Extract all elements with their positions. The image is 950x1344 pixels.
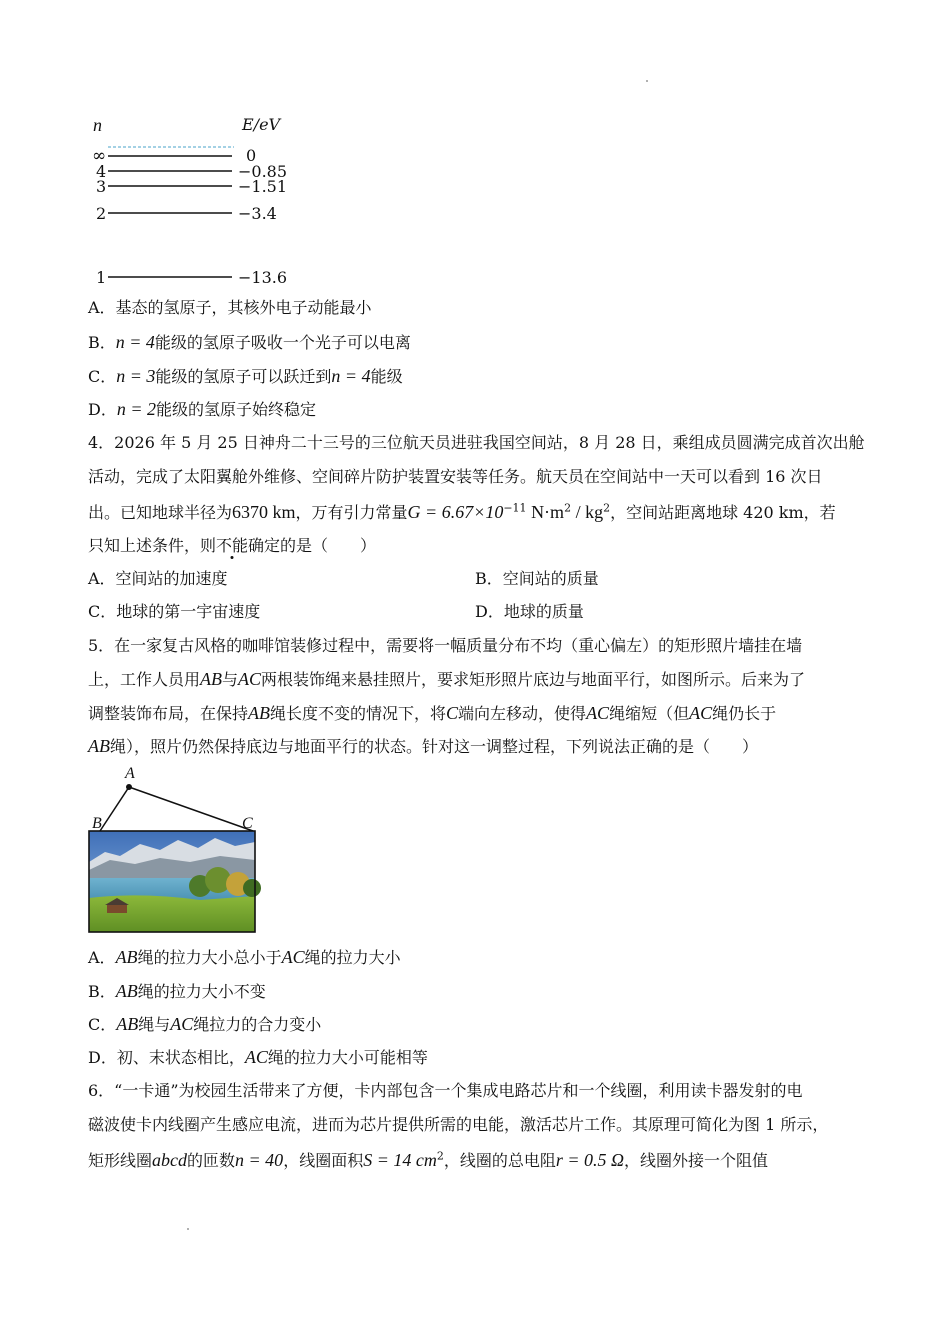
q5-text: 绳长度不变的情况下，将 [270,704,447,723]
coil-abcd: abcd [152,1150,188,1170]
q5-line-2 [88,668,805,691]
math-n: n = 2 [116,399,156,419]
q5-text: 与 [222,670,239,689]
q5-text: 端向左移动，使得 [458,704,587,723]
q6-text: ，线圈面积 [283,1151,364,1170]
q3-option-b [88,331,411,354]
figure-label-c: C [242,815,253,832]
q5-text: 绳缩短（但 [609,704,690,723]
option-text: 能级的氢原子吸收一个光子可以电离 [154,333,411,352]
level-n-2: 2 [96,204,107,223]
option-prefix: D．初、末状态相比， [88,1048,245,1067]
resistance-r: r = 0.5 Ω [555,1150,625,1170]
option-text: 绳的拉力大小可能相等 [267,1048,428,1067]
rope-ab-line [100,787,129,831]
landscape-photo [89,831,261,932]
rope-ab: AB [115,981,138,1001]
q4-option-b: B．空间站的质量 [475,569,599,588]
n-axis-label: n [93,115,102,135]
q4-option-c: C．地球的第一宇宙速度 [88,602,261,621]
q5-option-b [88,980,266,1003]
q4-text: ，万有引力常量 [295,503,408,522]
energy-level-lines [0,0,950,300]
q5-text: 调整装饰布局，在保持 [88,704,249,723]
rope-ac: AC [586,703,610,723]
q5-text: 上，工作人员用 [88,670,201,689]
rope-ac: AC [281,947,305,967]
unit: / kg [571,502,604,522]
energy-axis-label-text: E/eV [242,115,281,134]
option-text: 绳的拉力大小总小于 [137,948,282,967]
earth-radius: 6370 km [232,502,296,522]
option-text: 能级的氢原子可以跃迁到 [155,367,332,386]
q5-text: 两根装饰绳来悬挂照片，要求矩形照片底边与地面平行，如图所示。后来为了 [261,670,806,689]
figure-label-b: B [92,815,102,832]
q6-line-2: 磁波使卡内线圈产生感应电流，进而为芯片提供所需的电能，激活芯片工作。其原理可简化为图 1 所示， [88,1115,829,1134]
q4-text: 确定的是（ ） [248,536,377,555]
q5-line-4 [88,735,758,758]
option-prefix: B． [88,333,116,352]
level-energy-4: −0.85 [238,162,288,181]
exponent: 2 [436,1149,444,1163]
q3-option-d [88,398,316,421]
level-n-3: 3 [96,177,107,196]
level-energy-3: −1.51 [238,177,288,196]
q5-text: 绳仍长于 [712,704,777,723]
q4-text: 出。已知地球半径为 [88,503,233,522]
option-prefix: D． [88,400,117,419]
rope-ab: AB [88,736,110,756]
option-text: 绳的拉力大小不变 [137,982,266,1001]
q6-line-1: 6．“一卡通”为校园生活带来了方便，卡内部包含一个集成电路芯片和一个线圈，利用读卡器发射的电 [88,1081,803,1100]
q6-text: ，线圈的总电阻 [443,1151,556,1170]
option-prefix: C． [88,367,117,386]
q6-line-3 [88,1149,768,1172]
q6-text: 矩形线圈 [88,1151,153,1170]
math-n: n = 4 [331,366,371,386]
level-energy-1: −13.6 [238,268,288,287]
option-prefix: A． [88,948,116,967]
q5-line-1: 5．在一家复古风格的咖啡馆装修过程中，需要将一幅质量分布不均（重心偏左）的矩形照片墙挂在墙 [88,636,803,655]
option-prefix: C． [88,1015,117,1034]
option-text: 绳的拉力大小 [304,948,401,967]
option-text: 绳拉力的合力变小 [193,1015,322,1034]
q5-line-3 [88,702,776,725]
exponent: −11 [503,501,527,515]
rope-ac: AC [244,1047,268,1067]
figure-label-a: A [125,765,135,782]
option-text: 能级 [370,367,403,386]
q4-line-4 [88,535,376,557]
q3-option-a: A．基态的氢原子，其核外电子动能最小 [88,298,372,317]
math-n: n = 3 [116,366,156,386]
q6-text: ，线圈外接一个阻值 [624,1151,769,1170]
rope-ab: AB [115,947,138,967]
option-text: 绳与 [138,1015,171,1034]
option-prefix: B． [88,982,116,1001]
level-energy-inf: 0 [246,146,257,165]
q3-option-c [88,365,403,388]
unit: N·m [526,502,565,522]
rope-ac-line [129,787,253,831]
turns-n: n = 40 [235,1150,284,1170]
q5-option-a [88,946,401,969]
level-n-1: 1 [96,268,107,287]
math-n: n = 4 [115,332,155,352]
q4-text: ，空间站距离地球 420 km，若 [610,503,836,522]
emphasis-not: 不能 [216,536,249,555]
q5-option-d [88,1046,428,1069]
q5-text: 绳），照片仍然保持底边与地面平行的状态。针对这一调整过程，下列说法正确的是（ ） [110,737,759,756]
q4-option-a: A．空间站的加速度 [88,569,228,588]
q4-option-d: D．地球的质量 [475,602,584,621]
exponent: 2 [564,501,572,515]
q4-line-1: 4．2026 年 5 月 25 日神舟二十三号的三位航天员进驻我国空间站，8 月 28 日，乘组成员圆满完成首次出舱 [88,433,865,452]
q4-line-3 [88,501,836,524]
rope-ab: AB [200,669,223,689]
gravity-constant: G = 6.67×10 [407,502,504,522]
area-s: S = 14 cm [363,1150,437,1170]
q4-line-2: 活动，完成了太阳翼舱外维修、空间碎片防护装置安装等任务。航天员在空间站中一天可以看到 16 次日 [88,467,823,486]
exponent: 2 [603,501,611,515]
q5-option-c [88,1013,321,1036]
rope-ac: AC [689,703,713,723]
rope-ac: AC [170,1014,194,1034]
rope-ab: AB [116,1014,139,1034]
level-n-4: 4 [96,162,107,181]
point-c: C [446,703,459,723]
level-n-inf: ∞ [92,146,107,166]
scan-dot [187,1228,189,1230]
level-energy-2: −3.4 [238,204,277,223]
q6-text: 的匝数 [187,1151,236,1170]
rope-ac: AC [238,669,262,689]
rope-ab: AB [248,703,271,723]
photo-figure-svg [0,760,950,960]
option-text: 能级的氢原子始终稳定 [156,400,317,419]
q4-text: 只知上述条件，则 [88,536,217,555]
